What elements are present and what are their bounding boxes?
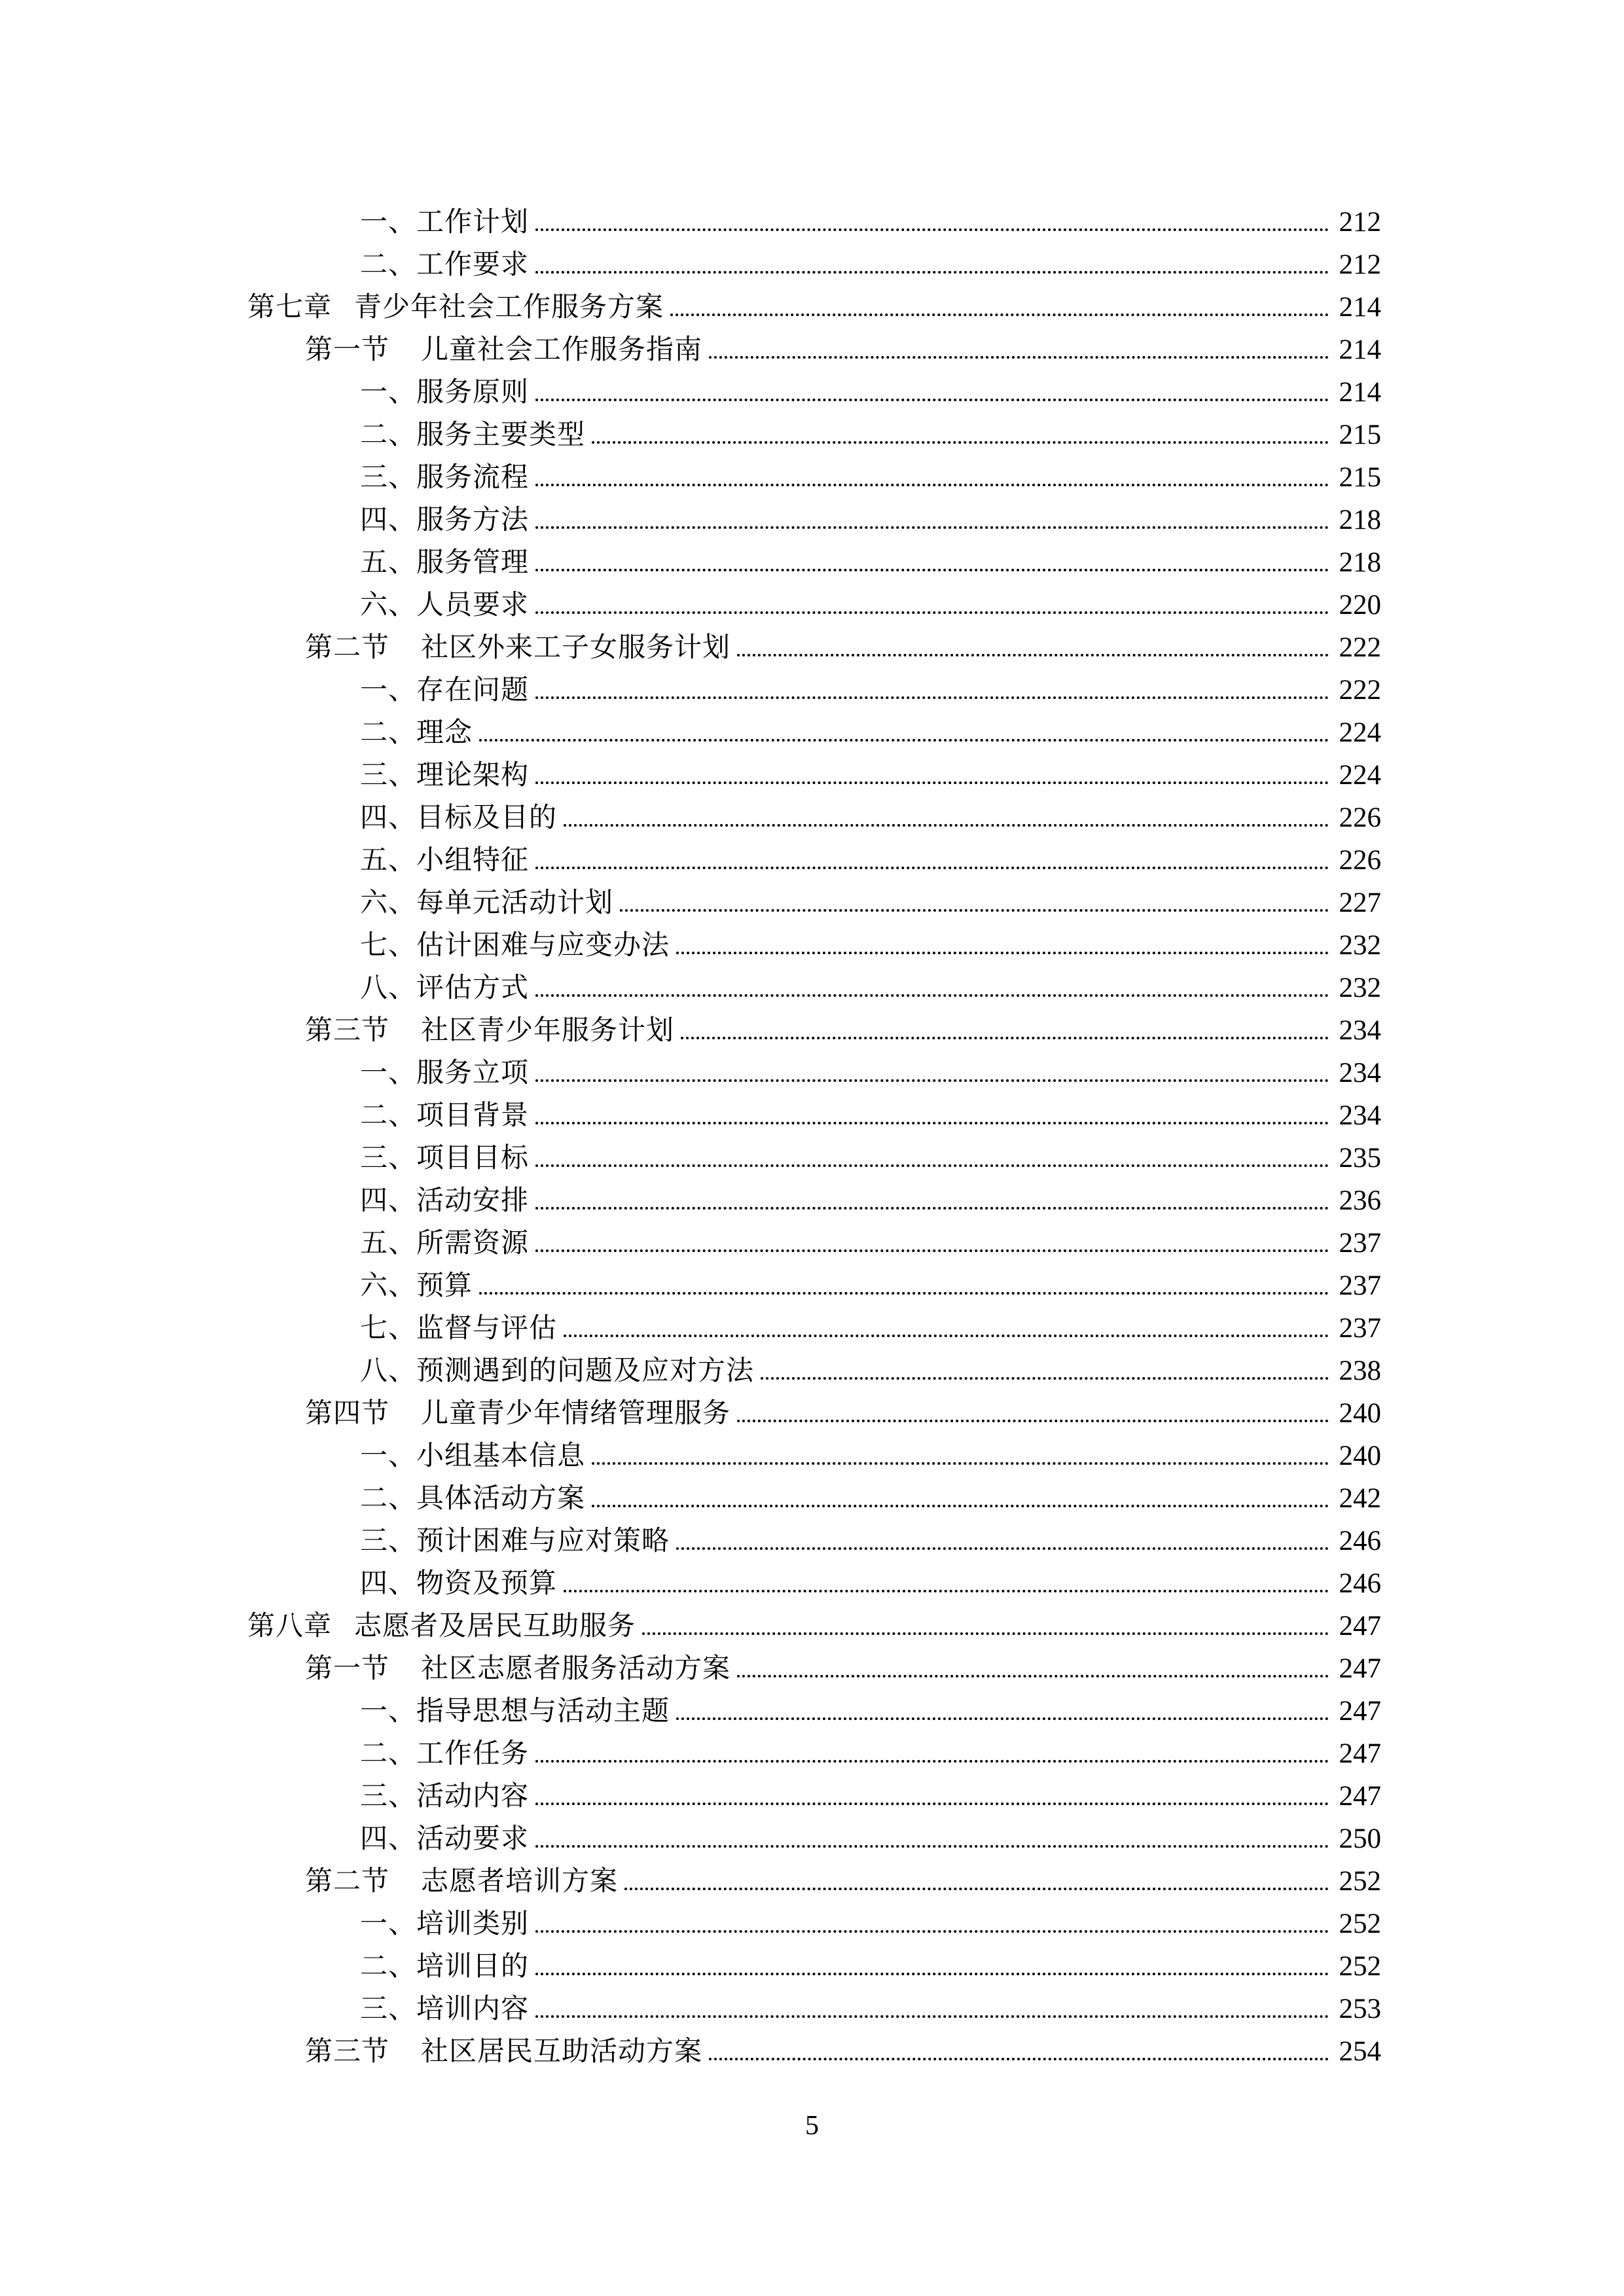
dot-leader — [479, 739, 1328, 742]
toc-entry-page: 234 — [1339, 1100, 1381, 1131]
toc-entry-page: 218 — [1339, 547, 1381, 578]
toc-entry-title: 项目背景 — [416, 1101, 530, 1131]
toc-entry-title: 服务原则 — [416, 378, 530, 408]
toc-entry-title: 培训类别 — [416, 1909, 530, 1939]
dot-leader — [709, 2058, 1328, 2060]
toc-entry-page: 220 — [1339, 590, 1381, 620]
toc-entry[interactable] — [247, 796, 1381, 838]
toc-entry-page: 242 — [1339, 1483, 1381, 1514]
toc-entry-number: 第四节 — [305, 1399, 390, 1429]
toc-entry-page: 240 — [1339, 1398, 1381, 1429]
dot-leader — [535, 526, 1328, 529]
toc-entry-number: 四、 — [360, 1824, 417, 1854]
toc-entry-number: 三、 — [360, 463, 417, 493]
toc-entry[interactable] — [247, 1391, 1381, 1434]
dot-leader — [535, 1845, 1328, 1848]
toc-entry-title: 服务方法 — [416, 505, 530, 535]
dot-leader — [535, 611, 1328, 614]
toc-entry[interactable] — [247, 583, 1381, 626]
toc-entry-number: 三、 — [360, 1782, 417, 1812]
toc-entry-page: 224 — [1339, 717, 1381, 748]
toc-entry-page: 254 — [1339, 2036, 1381, 2067]
toc-entry-title: 服务主要类型 — [416, 420, 586, 450]
toc-entry-number: 八、 — [360, 1356, 417, 1386]
dot-leader — [676, 952, 1328, 954]
toc-entry-title: 服务流程 — [416, 463, 530, 493]
toc-entry-number: 第三节 — [305, 1016, 390, 1046]
toc-entry[interactable] — [247, 881, 1381, 924]
dot-leader — [620, 909, 1328, 912]
dot-leader — [479, 1292, 1328, 1295]
toc-entry-page: 214 — [1339, 334, 1381, 365]
toc-entry[interactable] — [247, 668, 1381, 711]
toc-entry-number: 四、 — [360, 803, 417, 833]
toc-entry-title: 预算 — [416, 1271, 473, 1301]
dot-leader — [564, 824, 1328, 827]
dot-leader — [737, 1420, 1328, 1422]
toc-entry-title: 活动内容 — [416, 1782, 530, 1812]
toc-entry[interactable] — [247, 838, 1381, 881]
toc-entry-page: 247 — [1339, 1653, 1381, 1684]
toc-entry-page: 234 — [1339, 1058, 1381, 1088]
toc-entry-title: 志愿者及居民互助服务 — [354, 1611, 636, 1641]
toc-entry-title: 工作计划 — [416, 207, 530, 238]
toc-entry-page: 232 — [1339, 930, 1381, 961]
toc-entry[interactable] — [247, 1604, 1381, 1647]
toc-entry-page: 232 — [1339, 973, 1381, 1003]
toc-entry-title: 社区青少年服务计划 — [421, 1016, 675, 1046]
toc-entry-title: 青少年社会工作服务方案 — [354, 293, 664, 323]
toc-entry-title: 社区志愿者服务活动方案 — [421, 1654, 731, 1684]
toc-entry-page: 252 — [1339, 1951, 1381, 1982]
toc-entry[interactable] — [247, 1477, 1381, 1519]
toc-entry-number: 四、 — [360, 505, 417, 535]
dot-leader — [535, 484, 1328, 486]
dot-leader — [564, 1335, 1328, 1337]
toc-entry[interactable] — [247, 370, 1381, 413]
toc-entry-page: 247 — [1339, 1738, 1381, 1769]
toc-entry-title: 预计困难与应对策略 — [416, 1526, 670, 1556]
toc-entry[interactable] — [247, 541, 1381, 583]
toc-entry-number: 三、 — [360, 1994, 417, 2024]
toc-entry-title: 监督与评估 — [416, 1314, 558, 1344]
toc-entry-number: 六、 — [360, 888, 417, 918]
toc-entry-page: 246 — [1339, 1568, 1381, 1599]
toc-entry-page: 252 — [1339, 1909, 1381, 1939]
toc-entry-page: 252 — [1339, 1866, 1381, 1897]
toc-entry-number: 第七章 — [247, 293, 333, 323]
toc-entry-page: 215 — [1339, 462, 1381, 493]
toc-entry-title: 指导思想与活动主题 — [416, 1696, 670, 1727]
toc-entry-number: 第二节 — [305, 1867, 390, 1897]
toc-entry[interactable] — [247, 243, 1381, 285]
toc-entry-page: 214 — [1339, 377, 1381, 408]
toc-entry[interactable] — [247, 200, 1381, 243]
toc-entry-number: 三、 — [360, 1143, 417, 1174]
dot-leader — [535, 2015, 1328, 2018]
toc-entry[interactable] — [247, 498, 1381, 541]
toc-entry-number: 一、 — [360, 675, 417, 706]
toc-entry-page: 235 — [1339, 1143, 1381, 1174]
toc-entry-number: 第八章 — [247, 1611, 333, 1641]
toc-entry-title: 小组基本信息 — [416, 1441, 586, 1471]
toc-entry-title: 小组特征 — [416, 846, 530, 876]
dot-leader — [535, 1930, 1328, 1933]
dot-leader — [535, 1207, 1328, 1210]
toc-entry-title: 服务管理 — [416, 548, 530, 578]
toc-entry[interactable] — [247, 753, 1381, 796]
toc-entry-number: 二、 — [360, 1484, 417, 1514]
dot-leader — [535, 1803, 1328, 1805]
toc-entry-title: 工作要求 — [416, 250, 530, 280]
toc-entry-number: 一、 — [360, 1441, 417, 1471]
toc-entry-page: 237 — [1339, 1270, 1381, 1301]
toc-entry-title: 服务立项 — [416, 1058, 530, 1088]
toc-entry-number: 五、 — [360, 1229, 417, 1259]
toc-entry[interactable] — [247, 1306, 1381, 1349]
toc-entry[interactable] — [247, 285, 1381, 328]
toc-entry-page: 247 — [1339, 1696, 1381, 1727]
toc-entry-page: 222 — [1339, 675, 1381, 706]
table-of-contents — [247, 200, 1381, 2072]
dot-leader — [535, 1122, 1328, 1124]
dot-leader — [535, 399, 1328, 401]
toc-entry[interactable] — [247, 1859, 1381, 1902]
toc-entry[interactable] — [247, 1221, 1381, 1264]
toc-entry-title: 儿童社会工作服务指南 — [421, 335, 703, 365]
toc-entry[interactable] — [247, 1817, 1381, 1859]
toc-entry[interactable] — [247, 1562, 1381, 1604]
toc-entry[interactable] — [247, 966, 1381, 1009]
toc-entry-title: 估计困难与应变办法 — [416, 931, 670, 961]
toc-entry-number: 二、 — [360, 1952, 417, 1982]
dot-leader — [535, 1973, 1328, 1975]
toc-entry-title: 志愿者培训方案 — [421, 1867, 619, 1897]
toc-entry-number: 七、 — [360, 1314, 417, 1344]
toc-entry[interactable] — [247, 1987, 1381, 2030]
toc-entry-page: 227 — [1339, 888, 1381, 918]
toc-entry[interactable] — [247, 1774, 1381, 1817]
toc-entry-title: 培训目的 — [416, 1952, 530, 1982]
toc-entry-page: 224 — [1339, 760, 1381, 791]
toc-entry[interactable] — [247, 626, 1381, 668]
dot-leader — [535, 1079, 1328, 1082]
toc-entry-page: 222 — [1339, 632, 1381, 663]
toc-entry-title: 评估方式 — [416, 973, 530, 1003]
toc-entry-title: 人员要求 — [416, 590, 530, 620]
toc-entry[interactable] — [247, 1264, 1381, 1306]
toc-entry[interactable] — [247, 413, 1381, 456]
toc-entry-number: 六、 — [360, 1271, 417, 1301]
toc-entry[interactable] — [247, 711, 1381, 753]
toc-entry-page: 212 — [1339, 207, 1381, 238]
toc-entry[interactable] — [247, 1179, 1381, 1221]
toc-entry-title: 目标及目的 — [416, 803, 558, 833]
toc-entry-page: 212 — [1339, 249, 1381, 280]
toc-entry-number: 二、 — [360, 420, 417, 450]
toc-entry-title: 活动安排 — [416, 1186, 530, 1216]
toc-entry[interactable] — [247, 456, 1381, 498]
toc-entry[interactable] — [247, 1434, 1381, 1477]
toc-entry-number: 二、 — [360, 1101, 417, 1131]
dot-leader — [624, 1888, 1328, 1890]
toc-entry-title: 工作任务 — [416, 1739, 530, 1769]
toc-entry-title: 儿童青少年情绪管理服务 — [421, 1399, 731, 1429]
dot-leader — [676, 1717, 1328, 1720]
toc-entry-title: 存在问题 — [416, 675, 530, 706]
toc-entry-number: 五、 — [360, 548, 417, 578]
dot-leader — [737, 654, 1328, 656]
toc-entry[interactable] — [247, 1051, 1381, 1094]
toc-entry-number: 二、 — [360, 1739, 417, 1769]
toc-entry-title: 理念 — [416, 718, 473, 748]
dot-leader — [676, 1547, 1328, 1550]
dot-leader — [642, 1632, 1328, 1635]
toc-entry-title: 具体活动方案 — [416, 1484, 586, 1514]
toc-entry[interactable] — [247, 1902, 1381, 1945]
dot-leader — [535, 1760, 1328, 1763]
dot-leader — [535, 781, 1328, 784]
dot-leader — [681, 1037, 1328, 1039]
toc-entry-title: 社区居民互助活动方案 — [421, 2037, 703, 2067]
dot-leader — [535, 271, 1328, 274]
toc-entry-page: 250 — [1339, 1823, 1381, 1854]
toc-entry-page: 247 — [1339, 1611, 1381, 1641]
toc-entry[interactable] — [247, 1519, 1381, 1562]
toc-entry-number: 八、 — [360, 973, 417, 1003]
dot-leader — [592, 441, 1328, 444]
toc-entry-page: 238 — [1339, 1355, 1381, 1386]
toc-entry-number: 四、 — [360, 1569, 417, 1599]
toc-entry-page: 214 — [1339, 292, 1381, 323]
dot-leader — [592, 1462, 1328, 1465]
toc-entry-number: 二、 — [360, 718, 417, 748]
toc-entry-page: 218 — [1339, 505, 1381, 535]
footer-page-number: 5 — [805, 2111, 819, 2141]
toc-entry[interactable] — [247, 1009, 1381, 1051]
toc-entry-page: 253 — [1339, 1994, 1381, 2024]
toc-entry-number: 三、 — [360, 761, 417, 791]
dot-leader — [709, 356, 1328, 359]
toc-entry[interactable] — [247, 1136, 1381, 1179]
toc-entry[interactable] — [247, 328, 1381, 370]
dot-leader — [761, 1377, 1328, 1380]
toc-entry-title: 物资及预算 — [416, 1569, 558, 1599]
toc-entry-number: 第二节 — [305, 633, 390, 663]
toc-entry-number: 第一节 — [305, 1654, 390, 1684]
toc-entry-number: 二、 — [360, 250, 417, 280]
dot-leader — [564, 1590, 1328, 1592]
dot-leader — [535, 696, 1328, 699]
toc-entry-number: 一、 — [360, 1058, 417, 1088]
dot-leader — [535, 569, 1328, 571]
dot-leader — [535, 867, 1328, 869]
toc-entry-number: 六、 — [360, 590, 417, 620]
dot-leader — [535, 1249, 1328, 1252]
toc-entry-page: 237 — [1339, 1313, 1381, 1344]
toc-entry-title: 项目目标 — [416, 1143, 530, 1174]
toc-entry-number: 一、 — [360, 207, 417, 238]
toc-entry-page: 215 — [1339, 420, 1381, 450]
toc-entry-title: 预测遇到的问题及应对方法 — [416, 1356, 755, 1386]
toc-entry-number: 第三节 — [305, 2037, 390, 2067]
toc-entry-number: 第一节 — [305, 335, 390, 365]
toc-entry[interactable] — [247, 1094, 1381, 1136]
toc-entry[interactable] — [247, 1689, 1381, 1732]
toc-entry-page: 226 — [1339, 845, 1381, 876]
toc-entry-number: 一、 — [360, 1696, 417, 1727]
toc-entry-title: 活动要求 — [416, 1824, 530, 1854]
dot-leader — [535, 1164, 1328, 1167]
toc-entry[interactable] — [247, 1647, 1381, 1689]
dot-leader — [737, 1675, 1328, 1677]
toc-entry[interactable] — [247, 1349, 1381, 1391]
toc-entry-page: 226 — [1339, 802, 1381, 833]
toc-entry-page: 246 — [1339, 1526, 1381, 1556]
toc-entry-number: 三、 — [360, 1526, 417, 1556]
toc-entry-number: 一、 — [360, 378, 417, 408]
toc-entry-number: 七、 — [360, 931, 417, 961]
dot-leader — [670, 314, 1328, 316]
dot-leader — [592, 1505, 1328, 1507]
toc-entry-title: 社区外来工子女服务计划 — [421, 633, 731, 663]
toc-entry-page: 240 — [1339, 1441, 1381, 1471]
toc-entry-number: 五、 — [360, 846, 417, 876]
toc-entry[interactable] — [247, 2030, 1381, 2072]
toc-entry-title: 培训内容 — [416, 1994, 530, 2024]
toc-entry-title: 所需资源 — [416, 1229, 530, 1259]
toc-entry-page: 247 — [1339, 1781, 1381, 1812]
dot-leader — [535, 228, 1328, 231]
toc-entry[interactable] — [247, 1732, 1381, 1774]
toc-entry-number: 四、 — [360, 1186, 417, 1216]
toc-entry-number: 一、 — [360, 1909, 417, 1939]
toc-entry-page: 234 — [1339, 1015, 1381, 1046]
toc-entry[interactable] — [247, 924, 1381, 966]
toc-entry-title: 每单元活动计划 — [416, 888, 614, 918]
toc-entry-title: 理论架构 — [416, 761, 530, 791]
toc-entry[interactable] — [247, 1945, 1381, 1987]
dot-leader — [535, 994, 1328, 997]
toc-entry-page: 237 — [1339, 1228, 1381, 1259]
toc-entry-page: 236 — [1339, 1185, 1381, 1216]
